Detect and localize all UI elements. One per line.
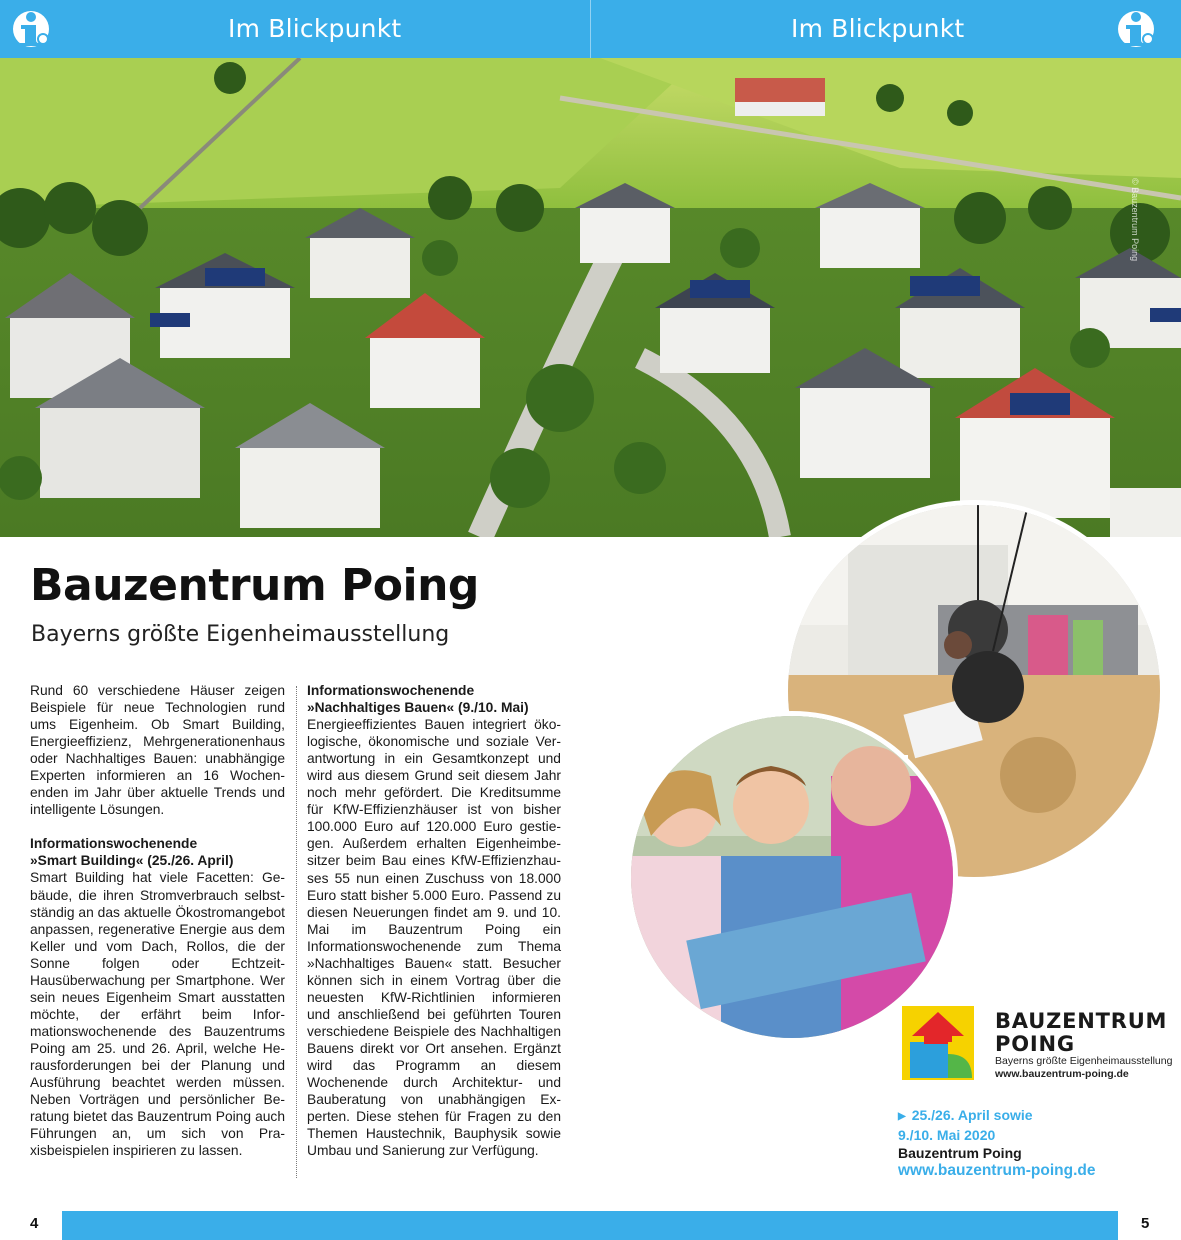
arrow-bullet-icon: ▶ (898, 1111, 906, 1122)
section2-heading: Informationswochenende (307, 683, 475, 698)
event-dates-line2: 9./10. Mai 2020 (898, 1127, 996, 1143)
header-title-right: Im Blickpunkt (791, 14, 965, 43)
logo-tagline: Bayerns größte Eigenheimausstellung (995, 1055, 1173, 1067)
event-place: Bauzentrum Poing (898, 1145, 1022, 1161)
bauzentrum-logo-icon (902, 1006, 974, 1080)
logo-url[interactable]: www.bauzentrum-poing.de (995, 1068, 1129, 1080)
section1-body: Smart Building hat viele Facetten: Gebäude, die ihren Stromverbrauch selbstständig an das aktuelle Ökostromangebot anpassen, regenerative Energie aus dem Keller und vom Dach, Rollos, die der Sonne folgen oder Echtzeit-Hausüberwachung per Smartphone. Wer sein neues Eigenheim Smart ausstatten möchte, der erfährt beim Informationswochenende des Bauzentrums Poing am 25. und 26. April, welche Herausforderungen bei der Planung und Ausführung beachtet werden müssen. Neben Vorträgen und persönlicher Beratung bietet das Bauzentrum Poing auch Führungen an, um sich von Praxisbeispielen inspirieren zu lassen. (30, 870, 285, 1159)
article-column-2 (307, 682, 561, 1159)
photo-credit: © Bauzentrum Poing (1130, 178, 1140, 262)
intro-paragraph: Rund 60 verschiedene Häuser zeigen Beispiele für neue Technologien rund ums Eigenheim. Ob Smart Building, Energieeffizienz, Mehrgenerationenhaus oder Nachhaltiges Bauen: unabhängige Experten informieren an 16 Wochenenden im Jahr über aktuelle Trends und intelligente Lösungen. (30, 683, 285, 818)
aerial-photo (0, 58, 1181, 537)
header-bar (0, 0, 1181, 58)
family-photo (626, 711, 958, 1043)
section2-subheading: »Nachhaltiges Bauen« (9./10. Mai) (307, 700, 529, 716)
info-person-icon (12, 8, 50, 50)
section1-heading: Informationswochenende (30, 836, 198, 852)
page-divider (590, 0, 591, 58)
footer-bar (62, 1211, 1118, 1240)
article-column-1 (30, 682, 285, 1159)
section2-body: Energieeffizientes Bauen integriert ökologische, ökonomische und soziale Verantwortung in ein Gesamtkonzept und wird aus diesem Grund seit diesem Jahr noch mehr gefördert. Die Kreditsumme für KfW-Effizienzhäuser ist von bisher 100.000 Euro auf 120.000 Euro gestiegen. Außerdem erhalten Eigenheimbesitzer beim Bau eines KfW-Effizienzhauses 55 nun einen Zuschuss von 18.000 Euro statt bisher 5.000 Euro. Passend zu diesen Neuerungen findet am 9. und 10. Mai im Bauzentrum Poing ein Informationswochenende zum Thema »Nachhaltiges Bauen« statt. Besucher können sich in einem Vortrag über die neuesten KfW-Richtlinien informieren und anschließend bei geführten Touren verschiedene Beispiele des Nachhaltigen Bauens direkt vor Ort ansehen. Ergänzt wird das Programm an diesem Wochenende durch Architektur- und Bauberatung von unabhängigen Experten. Diese stehen für Fragen zu den Themen Haustechnik, Bauphysik sowie Umbau und Sanierung zur Verfügung. (307, 717, 561, 1159)
page-number-left: 4 (30, 1215, 39, 1232)
event-info (898, 1106, 1095, 1180)
info-person-icon (1117, 8, 1155, 50)
event-dates-line1: ▶ 25./26. April sowie (898, 1107, 1033, 1123)
page-number-right: 5 (1141, 1215, 1150, 1232)
section1-subheading: »Smart Building« (25./26. April) (30, 853, 234, 869)
article-headline: Bauzentrum Poing (30, 560, 479, 611)
logo-name-line2: POING (995, 1032, 1075, 1056)
logo-name-line1: BAUZENTRUM (995, 1009, 1168, 1033)
article-subheadline: Bayerns größte Eigenheimausstellung (31, 622, 450, 647)
bauzentrum-logo (902, 1006, 1174, 1082)
column-separator (296, 686, 297, 1178)
event-website-link[interactable]: www.bauzentrum-poing.de (898, 1162, 1096, 1179)
header-title-left: Im Blickpunkt (228, 14, 402, 43)
